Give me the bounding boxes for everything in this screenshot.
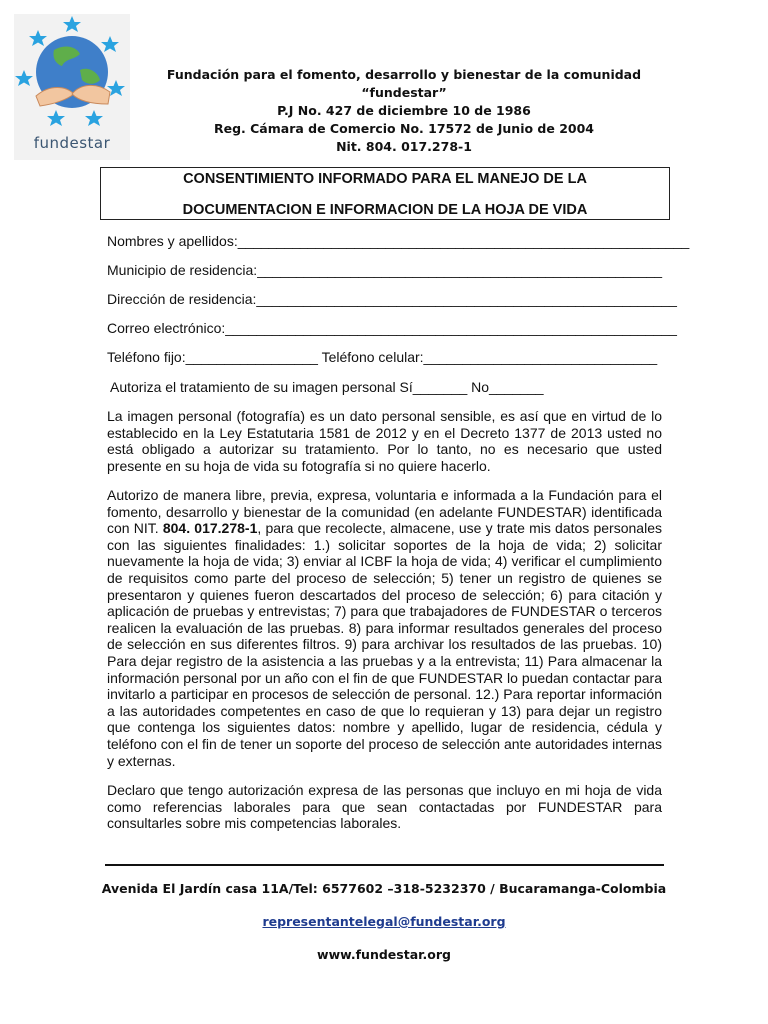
footer-website[interactable]: www.fundestar.org	[317, 947, 451, 962]
footer-email-row	[0, 914, 768, 929]
organization-header	[160, 66, 648, 156]
autorizacion-text-start: Autorizo de manera libre, previa, expresa, voluntaria e informada a la Fundación para el fomento, desarrollo y bienestar de la comunidad (en adelante FUNDESTAR) identificada con NIT.	[107, 487, 662, 537]
header-org-name: Fundación para el fomento, desarrollo y bienestar de la comunidad	[166, 67, 642, 82]
document-title-box	[100, 167, 670, 220]
paragraph-referencias: Declaro que tengo autorización expresa de las personas que incluyo en mi hoja de vida como referencias laborales para que sean contactadas por FUNDESTAR para consultarles sobre mis competencias laborales.	[107, 782, 662, 832]
paragraph-autorizacion	[107, 487, 662, 769]
field-municipio[interactable]: Municipio de residencia:____________________________________________________	[107, 262, 663, 278]
header-legal-registration: P.J No. 427 de diciembre 10 de 1986	[277, 103, 531, 118]
header-chamber-registration: Reg. Cámara de Comercio No. 17572 de Junio de 2004	[213, 121, 595, 136]
fundestar-logo	[14, 14, 130, 160]
footer-divider	[105, 864, 664, 866]
field-direccion[interactable]: Dirección de residencia:______________________________________________________	[107, 291, 677, 307]
logo-text: fundestar	[33, 134, 111, 152]
field-correo[interactable]: Correo electrónico:__________________________________________________________	[107, 320, 677, 336]
header-nit: Nit. 804. 017.278-1	[336, 139, 472, 154]
field-telefonos[interactable]: Teléfono fijo:_________________ Teléfono celular:______________________________	[107, 349, 658, 365]
autorizacion-text-rest: , para que recolecte, almacene, use y trate mis datos personales con las siguientes finalidades: 1.) solicitar soportes de la hoja de vida; 2) solicitar nuevamente la hoja de vida; 3) enviar al ICBF la hoja de vida; 4) verificar el cumplimiento de requisitos como parte del proceso de selección; 5) tener un registro de quienes se presentaron y quienes fueron descartados del proceso de selección; 6) para citación y aplicación de pruebas y entrevistas; 7) para que trabajadores de FUNDESTAR o terceros realicen la evaluación de las pruebas. 8) para informar resultados generales del proceso de selección en sus diferentes filtros. 9) para archivar los resultados de las pruebas. 10) Para dejar registro de la asistencia a las pruebas y a la entrevista; 11) Para almacenar la información personal por un año con el fin de que FUNDESTAR lo puedan contactar para invitarlo a participar en procesos de selección de personal. 12.) Para reportar información a las autoridades competentes en caso de que lo requieran y 13) para dejar un registro que contenga los siguientes datos: nombre y apellido, lugar de residencia, cédula y teléfono con el fin de tener un soporte del proceso de selección ante autoridades internas y externas.	[107, 520, 662, 769]
autorizacion-nit: 804. 017.278-1	[162, 520, 258, 537]
document-title-line-2: DOCUMENTACION E INFORMACION DE LA HOJA DE VIDA	[182, 202, 588, 218]
header-org-short-name: “fundestar”	[361, 85, 447, 100]
footer-email-link[interactable]: representantelegal@fundestar.org	[262, 914, 506, 929]
field-autoriza-imagen[interactable]: Autoriza el tratamiento de su imagen personal Sí_______ No_______	[110, 379, 544, 395]
document-title-line-1: CONSENTIMIENTO INFORMADO PARA EL MANEJO DE LA	[183, 171, 587, 187]
footer-address: Avenida El Jardín casa 11A/Tel: 6577602 –318-5232370 / Bucaramanga-Colombia	[101, 881, 667, 896]
paragraph-imagen-personal: La imagen personal (fotografía) es un dato personal sensible, es así que en virtud de lo establecido en la Ley Estatutaria 1581 de 2012 y en el Decreto 1377 de 2013 usted no está obligado a autorizar su tratamiento. Por lo tanto, no es necesario que usted presente en su hoja de vida su fotografía si no quiere hacerlo.	[107, 408, 662, 474]
field-nombres[interactable]: Nombres y apellidos:__________________________________________________________	[107, 233, 690, 249]
